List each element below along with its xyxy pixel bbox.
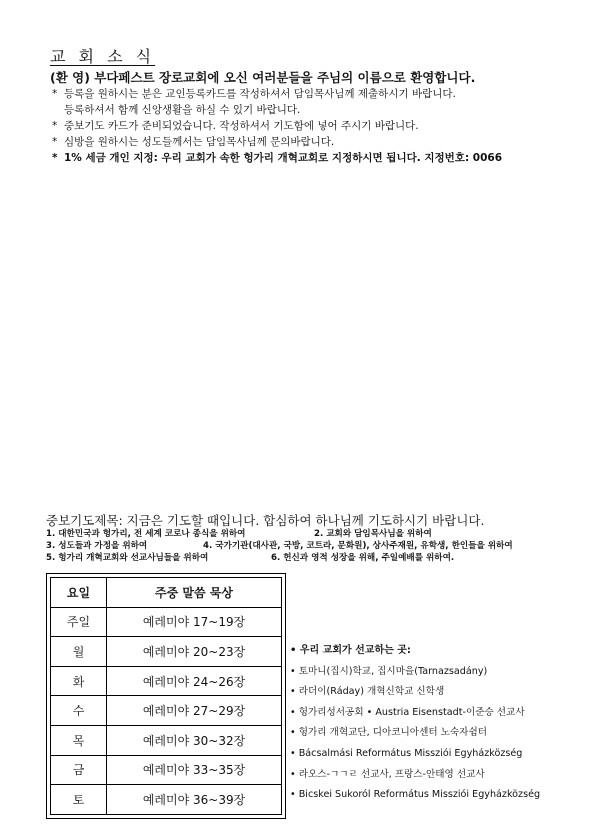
mission-heading: • 우리 교회가 선교하는 곳: bbox=[290, 645, 411, 656]
reading-cell: 예레미야 20~23장 bbox=[107, 637, 282, 667]
welcome-line: (환 영) 부다페스트 장로교회에 오신 여러분들을 주님의 이름으로 환영합니다. bbox=[50, 70, 476, 85]
news-notes bbox=[52, 86, 592, 166]
prayer-topic: 2. 교회와 담임목사님을 위하여 bbox=[314, 529, 432, 539]
reading-cell: 예레미야 27~29장 bbox=[107, 696, 282, 726]
reading-schedule-box bbox=[46, 573, 286, 819]
prayer-row bbox=[46, 540, 596, 552]
note-bullet: * bbox=[52, 136, 58, 148]
prayer-row bbox=[46, 552, 596, 564]
table-row bbox=[51, 696, 282, 726]
table-row bbox=[51, 666, 282, 696]
table-row bbox=[51, 637, 282, 667]
day-cell: 금 bbox=[51, 755, 107, 785]
mission-item: • Bicskei Sukoról Református Missziói Egyházközség bbox=[290, 789, 541, 801]
prayer-topic: 4. 국가기관(대사관, 국방, 코트라, 문화원), 상사주재원, 유학생, 한인들을 위하여 bbox=[203, 541, 513, 551]
note-text: 1% 세금 개인 지정: 우리 교회가 속한 헝가리 개혁교회로 지정하시면 됩니다. 지정번호: 0066 bbox=[64, 152, 503, 164]
prayer-row bbox=[46, 528, 596, 540]
note-text: 심방을 원하시는 성도들께서는 담임목사님께 문의바랍니다. bbox=[64, 136, 335, 148]
note-item bbox=[52, 134, 592, 150]
mission-item: • 토마니(집시)학교, 집시마을(Tarnazsadány) bbox=[290, 665, 488, 677]
day-cell: 주일 bbox=[51, 607, 107, 637]
prayer-topic: 6. 헌신과 영적 성장을 위해, 주일예배를 위하여. bbox=[271, 553, 455, 563]
note-item bbox=[52, 86, 592, 102]
reading-schedule-table bbox=[50, 577, 282, 815]
reading-cell: 예레미야 36~39장 bbox=[107, 785, 282, 815]
day-cell: 화 bbox=[51, 666, 107, 696]
note-text: 등록을 원하시는 분은 교인등록카드를 작성하셔서 담임목사님께 제출하시기 바랍니다. bbox=[64, 88, 456, 100]
table-row bbox=[51, 725, 282, 755]
table-header-row bbox=[51, 578, 282, 608]
tax-note bbox=[52, 150, 592, 166]
mission-item: • 헝가리성서공회 • Austria Eisenstadt-이준승 선교사 bbox=[290, 706, 525, 718]
table-row bbox=[51, 785, 282, 815]
mission-list bbox=[290, 641, 595, 806]
prayer-topic: 5. 헝가리 개혁교회와 선교사님들을 위하여 bbox=[46, 553, 209, 563]
note-text: 등록하셔서 함께 신앙생활을 하실 수 있기 바랍니다. bbox=[64, 104, 301, 116]
day-cell: 월 bbox=[51, 637, 107, 667]
note-item bbox=[52, 118, 592, 134]
prayer-topic: 1. 대한민국과 헝가리, 전 세계 코로나 종식을 위하여 bbox=[46, 529, 246, 539]
header-reading: 주중 말씀 묵상 bbox=[107, 578, 282, 608]
mission-item: • 라더이(Ráday) 개혁신학교 신학생 bbox=[290, 686, 445, 698]
news-title: 교 회 소 식 bbox=[50, 47, 156, 66]
reading-cell: 예레미야 33~35장 bbox=[107, 755, 282, 785]
prayer-heading: 중보기도제목: 지금은 기도할 때입니다. 합심하여 하나님께 기도하시기 바랍니다. bbox=[46, 513, 485, 528]
note-bullet: * bbox=[52, 88, 58, 100]
note-bullet bbox=[52, 102, 64, 118]
day-cell: 수 bbox=[51, 696, 107, 726]
note-item bbox=[52, 102, 592, 118]
reading-cell: 예레미야 17~19장 bbox=[107, 607, 282, 637]
day-cell: 토 bbox=[51, 785, 107, 815]
table-row bbox=[51, 607, 282, 637]
prayer-topics bbox=[46, 528, 596, 564]
reading-cell: 예레미야 30~32장 bbox=[107, 725, 282, 755]
prayer-topic: 3. 성도들과 가정을 위하여 bbox=[46, 541, 148, 551]
mission-item: • Bácsalmási Református Missziói Egyházközség bbox=[290, 747, 523, 759]
note-bullet: * bbox=[52, 120, 58, 132]
mission-item: • 헝가리 개혁교단, 디아코니아센터 노숙자쉼터 bbox=[290, 727, 487, 739]
note-text: 중보기도 카드가 준비되었습니다. 작성하셔서 기도함에 넣어 주시기 바랍니다. bbox=[64, 120, 419, 132]
reading-cell: 예레미야 24~26장 bbox=[107, 666, 282, 696]
day-cell: 목 bbox=[51, 725, 107, 755]
note-bullet: * bbox=[52, 152, 58, 164]
mission-item: • 라오스-ㄱㄱㄹ 선교사, 프랑스-안태영 선교사 bbox=[290, 768, 485, 780]
header-day: 요일 bbox=[51, 578, 107, 608]
table-row bbox=[51, 755, 282, 785]
